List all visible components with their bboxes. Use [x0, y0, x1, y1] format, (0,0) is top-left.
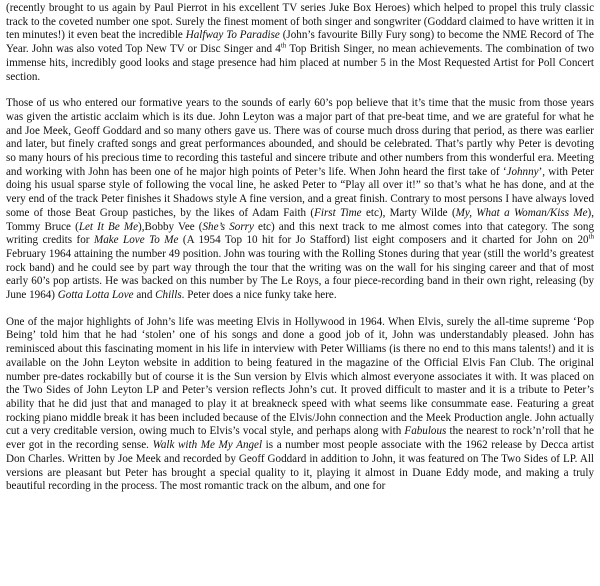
text-run: (recently brought to us again by Paul Pierrot in his excellent TV series Juke Box Heroes) which helped to propel this truly classic track to the coveted number one spot. Surely the finest moment of both singer and songwriter (Goddard claimed to have written it in ten minutes!) it even beat the incredible — [6, 2, 594, 42]
text-run: is a number most people associate with the 1962 release by Decca artist Don Charles. Written by Joe Meek and recorded by Geoff Goddard in addition to John, it was featured on The Two Sides of LP. All versions are pleasant but Peter has brought a special quality to it, playing it almost in Duane Eddy mode, and making a truly beautiful recording in the process. The most romantic track on the album, and one for — [6, 439, 594, 493]
text-run: the nearest to rock’n’roll that he ever got in the recording sense. — [6, 425, 594, 452]
text-run: etc) and this next track to me almost comes into that category. The song writing credits for — [6, 220, 594, 247]
italic-title: Halfway To Paradise — [185, 29, 280, 42]
text-run: and — [133, 289, 156, 302]
italic-title: Walk with Me My Angel — [152, 439, 263, 452]
text-run: Top British Singer, no mean achievements. The combination of two immense hits, incredibly good looks and stage presence had him placed at number 5 in the Most Requested Artist for Poll Concert section. — [6, 43, 594, 83]
text-run: ), Tommy Bruce ( — [6, 206, 594, 233]
text-run: (John’s favourite Billy Fury song) to become the NME Record of The Year. John was also voted Top New TV or Disc Singer and 4 — [6, 29, 594, 56]
italic-title: She’s Sorry — [202, 220, 254, 233]
text-run: One of the major highlights of John’s life was meeting Elvis in Hollywood in 1964. When Elvis, surely the all-time supreme ‘Pop Being’ told him that he had ‘stolen’ one of his songs and done a good job of it, John was understandably pleased. John has reminisced about this fascinating moment in his life in interview with Peter Williams (is there no end to this mans talents!) and it is available on the John Leyton website in addition to being featured in the magazine of the Official Elvis Fan Club. The original number pre-dates rockabilly but of course it is the Sun version by Elvis which almost everyone associates it with. It was placed on the Two Sides of John Leyton LP and Peter’s version reflects John’s cut. It proved difficult to master and it is a tribute to Peter’s ability that he did just that and managed to play it at breakneck speed with what seems like consummate ease. Featuring a great rocking piano middle break it has been included because of the Elvis/John connection and the Meek Production angle. John actually cut a very creditable version, owing much to Elvis’s vocal style, and perhaps along with — [6, 315, 594, 438]
paragraph-1 — [6, 2, 594, 84]
italic-title: First Time — [314, 206, 362, 219]
text-run: February 1964 attaining the number 49 position. John was touring with the Rolling Stones during that year (still the world’s greatest rock band) and he could see by part way through the tour that the writing was on the wall for his singing career and that of most early 60’s pop artists. He was backed on this number by The Le Roys, a four piece-recording band in their own right, releasing (by June 1964) — [6, 247, 594, 302]
italic-title: Let It Be Me — [78, 220, 139, 233]
italic-title: Fabulous — [404, 425, 447, 438]
text-run: etc), Marty Wilde ( — [361, 206, 456, 219]
paragraph-3 — [6, 316, 594, 494]
ordinal-suffix: th — [280, 41, 287, 50]
italic-title: My, What a Woman/Kiss Me — [455, 206, 588, 219]
text-run: ),Bobby Vee ( — [138, 220, 203, 233]
italic-title: Chills — [155, 289, 182, 302]
paragraph-2 — [6, 97, 594, 303]
text-run: . Peter does a nice funky take here. — [181, 289, 337, 302]
text-run: Those of us who entered our formative years to the sounds of early 60’s pop believe that it’s time that the music from those years was given the artistic acclaim which is its due. John Leyton was a major part of that pre-beat time, and we are grateful for what he and Joe Meek, Geoff Goddard and so many others gave us. There was of course much dross during that period, as there was earlier and later, but finely crafted songs and great performances abounded, and should be celebrated. That’s partly why Peter is devoting so many hours of his precious time to recording this tasteful and sincere tribute and other numbers from this wonderful era. Meeting and working with John has been one of he major high points of Peter’s life. When John heard the first take of ‘ — [6, 97, 594, 178]
italic-title: Make Love To Me — [93, 234, 179, 247]
italic-title: Johnny — [506, 165, 539, 178]
text-run: ’, with Peter doing his usual sparse style of following the vocal line, he asked Peter to “Play all over it!” so that’s what he has done, and at the very end of the track Peter finishes it Shadows style A fine version, and a great finish. Contrary to most persons I have always loved some of those Beat Group pastiches, by the likes of Adam Faith ( — [6, 165, 594, 219]
italic-title: Gotta Lotta Love — [57, 289, 134, 302]
text-run: (A 1954 Top 10 hit for Jo Stafford) list eight composers and it charted for John on 20 — [178, 234, 589, 247]
ordinal-suffix: th — [588, 232, 594, 241]
